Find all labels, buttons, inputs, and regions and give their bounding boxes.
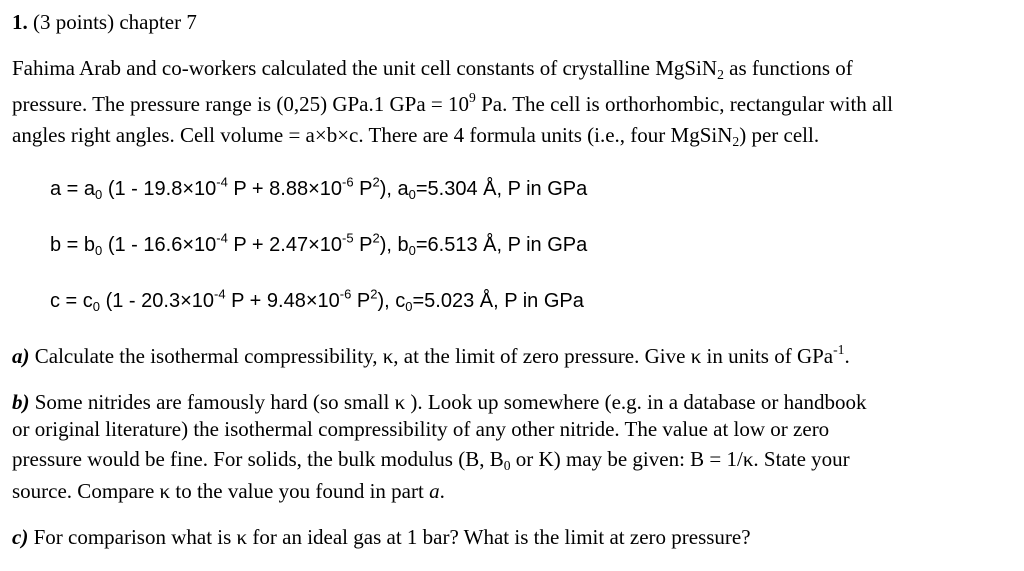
part-b-line-1 [12,389,866,415]
intro-text: Fahima Arab and co-workers calculated the unit cell constants of crystalline MgSiN [12,56,718,80]
part-b-text: . [439,479,445,503]
subscript: 0 [92,298,101,314]
eq-text: ), b [379,234,409,256]
superscript: -5 [342,230,354,246]
intro-text: as functions of [723,56,853,80]
subscript: 0 [95,186,103,202]
eq-text: (1 - 16.6×10 [102,234,217,256]
superscript: -4 [216,174,228,190]
intro-line-3 [12,122,819,148]
part-c-question [12,524,751,550]
part-c-text: For comparison what is κ for an ideal gas at 1 bar? What is the limit at zero pressure? [28,525,751,549]
eq-text: ), a [379,178,409,200]
part-ref: a [429,479,440,503]
subscript: 2 [717,67,724,83]
eq-text: P [353,178,373,200]
problem-header [12,9,197,35]
superscript: -6 [342,174,354,190]
part-a-label: a) [12,344,30,368]
superscript: -6 [339,286,352,302]
subscript: 0 [95,242,103,258]
part-b-text: Some nitrides are famously hard (so small κ ). Look up somewhere (e.g. in a database or handbook [29,390,867,414]
subscript: 0 [503,458,511,474]
superscript: 2 [372,174,380,190]
eq-text: c = c [50,290,93,312]
part-a-text: . [844,344,850,368]
eq-text: =5.304 Å, P in GPa [415,178,588,200]
eq-text: P + 2.47×10 [227,234,342,256]
superscript: 2 [370,286,378,302]
eq-text: P + 9.48×10 [225,290,340,312]
part-b-line-2 [12,416,829,442]
part-b-text: or K) may be given: B = 1/κ. State your [510,447,850,471]
equation-c [50,288,584,314]
part-b-text: source. Compare κ to the value you found in part [12,479,430,503]
part-b-text: or original literature) the isothermal compressibility of any other nitride. The value at low or zero [12,417,830,441]
intro-text: angles right angles. Cell volume = a×b×c. There are 4 formula units (i.e., four MgSiN [12,123,733,147]
subscript: 0 [408,186,416,202]
part-a-text: Calculate the isothermal compressibility, κ, at the limit of zero pressure. Give κ in units of GPa [29,344,834,368]
problem-number: 1. [12,10,28,34]
eq-text: b = b [50,234,96,256]
superscript: 9 [469,90,476,106]
problem-points: (3 points) chapter 7 [27,10,197,34]
eq-text: P + 8.88×10 [227,178,342,200]
eq-text: =5.023 Å, P in GPa [412,290,584,312]
eq-text: (1 - 19.8×10 [102,178,217,200]
part-c-label: c) [12,525,29,549]
equation-b [50,232,587,258]
intro-text: Pa. The cell is orthorhombic, rectangular with all [475,92,894,116]
eq-text: P [351,290,371,312]
intro-text: ) per cell. [739,123,820,147]
eq-text: (1 - 20.3×10 [100,290,214,312]
eq-text: a = a [50,178,96,200]
part-b-text: pressure would be fine. For solids, the bulk modulus (B, B [12,447,504,471]
superscript: 2 [372,230,380,246]
part-a-question [12,343,850,369]
eq-text: ), c [377,290,406,312]
part-b-label: b) [12,390,30,414]
superscript: -4 [214,286,226,302]
eq-text: P [353,234,373,256]
subscript: 0 [408,242,416,258]
subscript: 2 [732,134,740,150]
subscript: 0 [405,298,413,314]
equation-a [50,176,587,202]
intro-line-2 [12,91,893,117]
intro-line-1 [12,55,853,81]
intro-text: pressure. The pressure range is (0,25) GPa.1 GPa = 10 [12,92,470,116]
part-b-line-3 [12,446,850,472]
part-b-line-4 [12,478,445,504]
eq-text: =6.513 Å, P in GPa [415,234,588,256]
superscript: -4 [216,230,228,246]
superscript: -1 [833,342,845,358]
